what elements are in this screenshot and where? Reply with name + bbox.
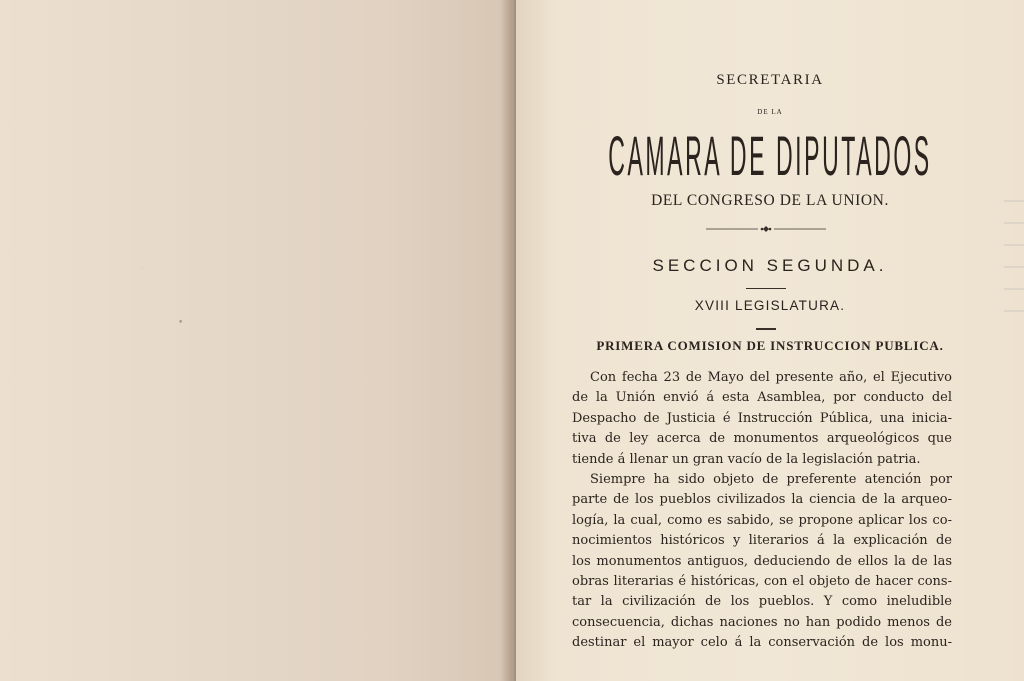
body-line: los monumentos antiguos, deduciendo de ellos la de las [572,553,952,569]
body-line: tar la civilización de los pueblos. Y como ineludible [572,594,952,610]
bleed-through-lines [1004,200,1024,330]
body-paragraphs [572,368,952,654]
body-line: destinar el mayor celo á la conservación de los monu- [572,635,952,651]
bleed-through-mark: · [140,262,144,275]
body-line: consecuencia, dichas naciones no han podido menos de [572,614,952,630]
right-page [516,0,1024,681]
secretaria-heading: SECRETARIA [716,72,824,88]
ornament-divider-icon [706,224,826,234]
body-line: tiende á llenar un gran vacío de la legislación patria. [572,451,921,467]
body-line: tiva de ley acerca de monumentos arqueológicos que [572,431,952,447]
body-line: Con fecha 23 de Mayo del presente año, el Ejecutivo [590,370,952,385]
body-line: de la Unión envió á esta Asamblea, por conducto del [572,390,952,406]
body-line: nocimientos históricos y literarios á la explicación de [572,533,952,549]
divider-dash [756,328,776,330]
seccion-heading: SECCION SEGUNDA. [652,256,888,275]
de-la-heading: DE LA [757,108,783,116]
bleed-through-dot: • [178,318,184,328]
divider-rule [746,288,786,289]
congreso-heading: DEL CONGRESO DE LA UNION. [651,192,889,209]
body-line: Siempre ha sido objeto de preferente atención por [590,472,952,488]
body-line: Despacho de Justicia é Instrucción Pública, una inicia- [572,410,952,426]
legislatura-heading: XVIII LEGISLATURA. [694,298,846,313]
camara-title: CAMARA DE DIPUTADOS [608,124,932,188]
body-line: logía, la cual, como es sabido, se propone aplicar los co- [572,512,952,528]
comision-heading: PRIMERA COMISION DE INSTRUCCION PUBLICA. [596,338,944,353]
body-line: obras literarias é históricas, con el objeto de hacer cons- [572,574,952,590]
body-line: parte de los pueblos civilizados la ciencia de la arqueo- [572,492,952,508]
